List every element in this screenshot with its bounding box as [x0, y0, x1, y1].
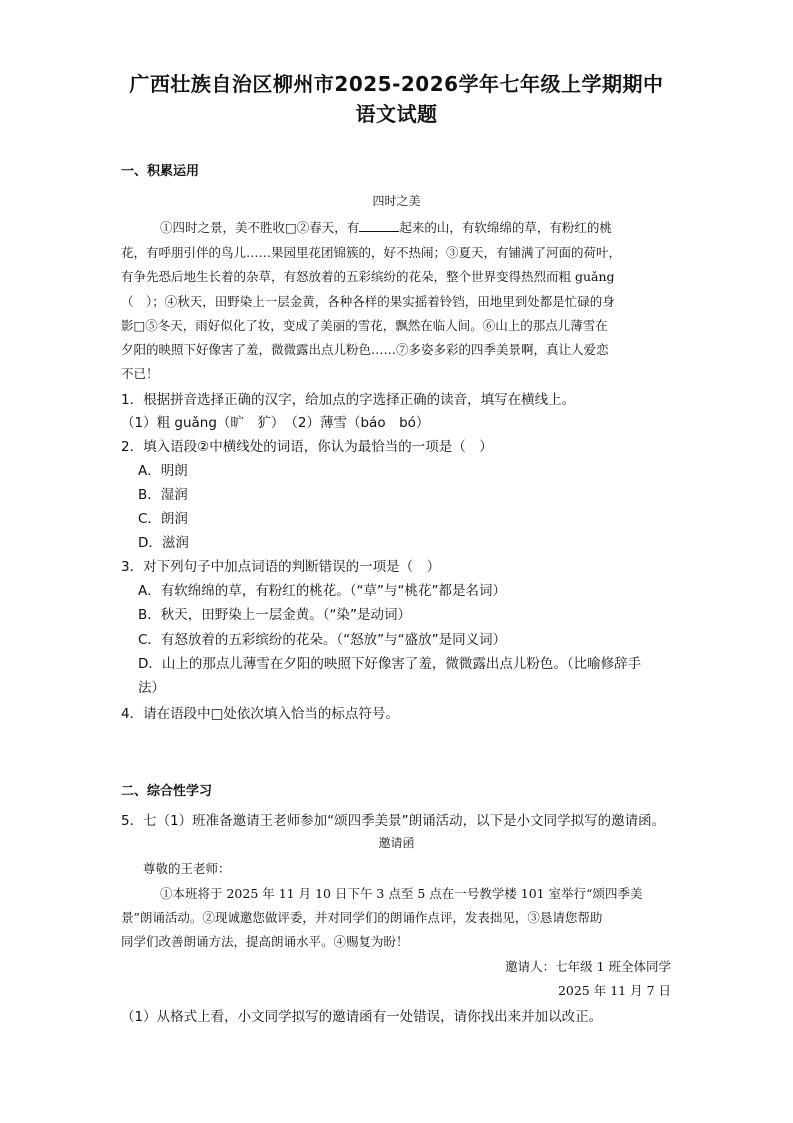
exam-title-line2: 语文试题: [355, 102, 438, 126]
letter-title: 邀请函: [378, 836, 415, 850]
question-2-option-c: C．朗润: [138, 511, 188, 527]
section2-heading: 二、综合性学习: [121, 784, 213, 799]
exam-title-line1: 广西壮族自治区柳州市2025-2026学年七年级上学期期中: [129, 72, 664, 96]
fill-blank: [359, 219, 399, 232]
passage-line-4: （ ）；④秋天，田野染上一层金黄，各种各样的果实摇着铃铛，田地里到处都是忙碌的身: [121, 294, 615, 309]
passage-line-6: 夕阳的映照下好像害了羞，微微露出点儿粉色……⑦多姿多彩的四季美景啊，真让人爱恋: [121, 342, 609, 357]
question-1-items: （1）粗 guǎng（旷 犷） （2）薄雪（báo bó）: [121, 415, 430, 431]
question-3-option-c: C．有怒放着的五彩缤纷的花朵。（“怒放”与“盛放”是同义词）: [138, 632, 507, 648]
question-3-stem: 3．对下列句子中加点词语的判断错误的一项是（ ）: [121, 559, 441, 575]
passage-line-3: 有争先恐后地生长着的杂草，有怒放着的五彩缤纷的花朵，整个世界变得热烈而粗 guǎng: [121, 269, 615, 284]
question-3-option-b: B．秋天，田野染上一层金黄。（“染”是动词）: [138, 607, 411, 623]
passage-line-1b: 起来的山，有软绵绵的草，有粉红的桃: [399, 220, 612, 235]
letter-date: 2025 年 11 月 7 日: [557, 983, 671, 998]
question-1-stem: 1．根据拼音选择正确的汉字，给加点的字选择正确的读音，填写在横线上。: [121, 392, 576, 408]
passage-line-1: [160, 218, 720, 236]
question-3-option-d: D．山上的那点儿薄雪在夕阳的映照下好像害了羞，微微露出点儿粉色。（比喻修辞手: [138, 656, 642, 672]
question-2-option-a: A．明朗: [138, 463, 188, 479]
question-2-option-d: D．滋润: [138, 535, 189, 551]
letter-salutation: 尊敬的王老师：: [143, 861, 231, 876]
letter-body-3: 同学们改善朗诵方法，提高朗诵水平。④赐复为盼！: [121, 934, 409, 949]
section1-heading: 一、积累运用: [121, 164, 200, 179]
passage-line-7: 不已！: [121, 366, 159, 381]
letter-signature: 邀请人：七年级 1 班全体同学: [505, 959, 671, 974]
passage-title: 四时之美: [372, 194, 421, 208]
passage-line-2: 花，有呼朋引伴的鸟儿……果园里花团锦簇的，好不热闹；③夏天，有铺满了河面的荷叶，: [121, 245, 622, 260]
question-5-stem: 5．七（1）班准备邀请王老师参加“颂四季美景”朗诵活动，以下是小文同学拟写的邀请函。: [121, 813, 666, 829]
letter-body-2: 景”朗诵活动。②现诚邀您做评委，并对同学们的朗诵作点评，发表拙见，③恳请您帮助: [121, 910, 603, 925]
question-2-option-b: B．湿润: [138, 487, 188, 503]
question-4-stem: 4．请在语段中□处依次填入恰当的标点符号。: [121, 706, 399, 722]
passage-line-5: 影□⑤冬天，雨好似化了妆，变成了美丽的雪花，飘然在临人间。⑥山上的那点儿薄雪在: [121, 318, 608, 333]
question-2-stem: 2．填入语段②中横线处的词语，你认为最恰当的一项是（ ）: [121, 439, 493, 455]
letter-body-1: ①本班将于 2025 年 11 月 10 日下午 3 点至 5 点在一号教学楼 101 室举行“颂四季美: [160, 886, 643, 901]
question-3-option-d-cont: 法）: [138, 680, 165, 696]
passage-line-1a: ①四时之景，美不胜收□②春天，有: [160, 220, 360, 235]
question-3-option-a: A．有软绵绵的草，有粉红的桃花。（“草”与“桃花”都是名词）: [138, 583, 506, 599]
question-5-sub1: （1）从格式上看，小文同学拟写的邀请函有一处错误，请你找出来并加以改正。: [121, 1009, 603, 1025]
